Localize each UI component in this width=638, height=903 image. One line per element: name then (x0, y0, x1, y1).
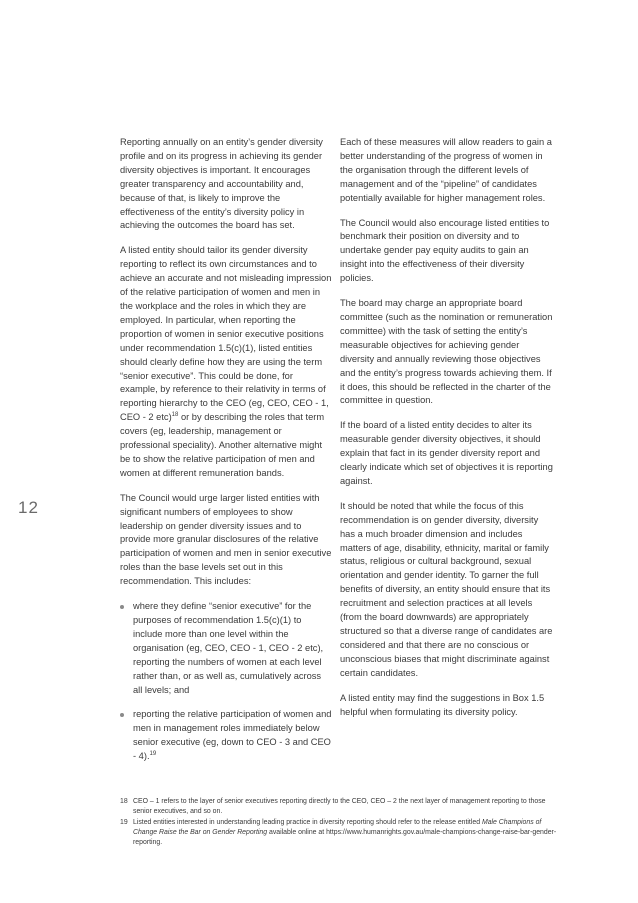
publication-title: Male Champions of Change Raise the Bar on Gender Reporting (133, 819, 542, 836)
left-column (120, 136, 332, 775)
paragraph: The Council would urge larger listed entities with significant numbers of employees to show leadership on gender diversity issues and to provide more granular disclosures of the relative participation of women and men in senior executive roles than the base levels set out in this recommendation. This includes: (120, 492, 332, 587)
footnote-link-text[interactable]: available online at https://www.humanrights.gov.au/male-champions-change-raise-bar-gender-reporting. (133, 829, 557, 846)
paragraph: The board may charge an appropriate board committee (such as the nomination or remuneration committee) with the task of setting the entity’s measurable objectives for achieving gender diversity and annually reviewing those objectives and the entity’s progress towards achieving them. If it does, this should be reflected in the charter of the committee in question. (340, 298, 553, 406)
paragraph: A listed entity may find the suggestions in Box 1.5 helpful when formulating its diversity policy. (340, 692, 545, 717)
bullet-icon (120, 605, 124, 609)
paragraph (120, 244, 332, 480)
footnote-19 (120, 818, 560, 848)
footnote-text: CEO – 1 refers to the layer of senior executives reporting directly to the CEO, CEO – 2 the next layer of management reporting to those senior executives, and so on. (133, 798, 546, 815)
paragraph-text: A listed entity should tailor its gender diversity reporting to reflect its own circumstances and to achieve an accurate and not misleading impression of the relative participation of women and men in the workplace and the roles in which they are employed. In particular, when reporting the proportion of women in senior executive positions under recommendation 1.5(c)(1), listed entities should clearly define how they are using the term “senior executive”. This could be done, for example, by reference to their relativity in terms of reporting hierarchy to the CEO (eg, CEO, CEO - 1, CEO - 2 etc) (120, 245, 332, 423)
list-item-text: reporting the relative participation of women and men in management roles immediately below senior executive (eg, down to CEO - 3 and CEO - 4). (133, 709, 332, 762)
footnote-ref-18[interactable]: 18 (171, 412, 179, 419)
footnote-ref-19[interactable]: 19 (149, 751, 157, 758)
footnote-text: Listed entities interested in understanding leading practice in diversity reporting should refer to the release entitled (133, 819, 482, 826)
footnote-number: 18 (120, 798, 128, 805)
page-number: 12 (18, 498, 39, 517)
bullet-icon (120, 713, 124, 717)
list-item (120, 708, 332, 764)
list-item-text: where they define “senior executive” for the purposes of recommendation 1.5(c)(1) to include more than one level within the organisation (eg, CEO, CEO - 1, CEO - 2 etc), reporting the numbers of women at each level rather than, or as well as, cumulatively across all levels; and (133, 601, 324, 695)
bullet-list (120, 600, 332, 764)
paragraph: Each of these measures will allow readers to gain a better understanding of the progress of women in the organisation through the different levels of management and of the “pipeline” of candidates potentially available for higher management roles. (340, 137, 552, 203)
paragraph-text: or by describing the roles that term covers (eg, leadership, management or professional speciality). Another alternative might be to show the relative participation of men and women at different remuneration bands. (120, 412, 325, 478)
paragraph: The Council would also encourage listed entities to benchmark their position on diversity and to undertake gender pay equity audits to gain an insight into the effectiveness of their diversity policies. (340, 217, 550, 284)
footnote-18 (120, 797, 560, 817)
paragraph: If the board of a listed entity decides to alter its measurable gender diversity objectives, it should explain that fact in its gender diversity report and clearly indicate which set of objectives it is reporting against. (340, 420, 553, 486)
list-item (120, 600, 332, 697)
paragraph: It should be noted that while the focus of this recommendation is on gender diversity, diversity has a much broader dimension and includes matters of age, disability, ethnicity, marital or family status, religious or cultural background, sexual orientation and gender identity. To garner the full benefits of diversity, an entity should ensure that its recruitment and selection practices at all levels (from the board downwards) are appropriately structured so that a diverse range of candidates are considered and that there are no conscious or unconscious biases that might discriminate against certain candidates. (340, 500, 553, 678)
footnote-number: 19 (120, 819, 128, 826)
right-column (340, 136, 554, 730)
paragraph: Reporting annually on an entity’s gender diversity profile and on its progress in achieving its gender diversity objectives is important. It encourages greater transparency and accountability and, because of that, is likely to improve the effectiveness of the entity’s diversity policy in achieving the outcomes the board has set. (120, 137, 323, 231)
footnotes (120, 797, 560, 849)
